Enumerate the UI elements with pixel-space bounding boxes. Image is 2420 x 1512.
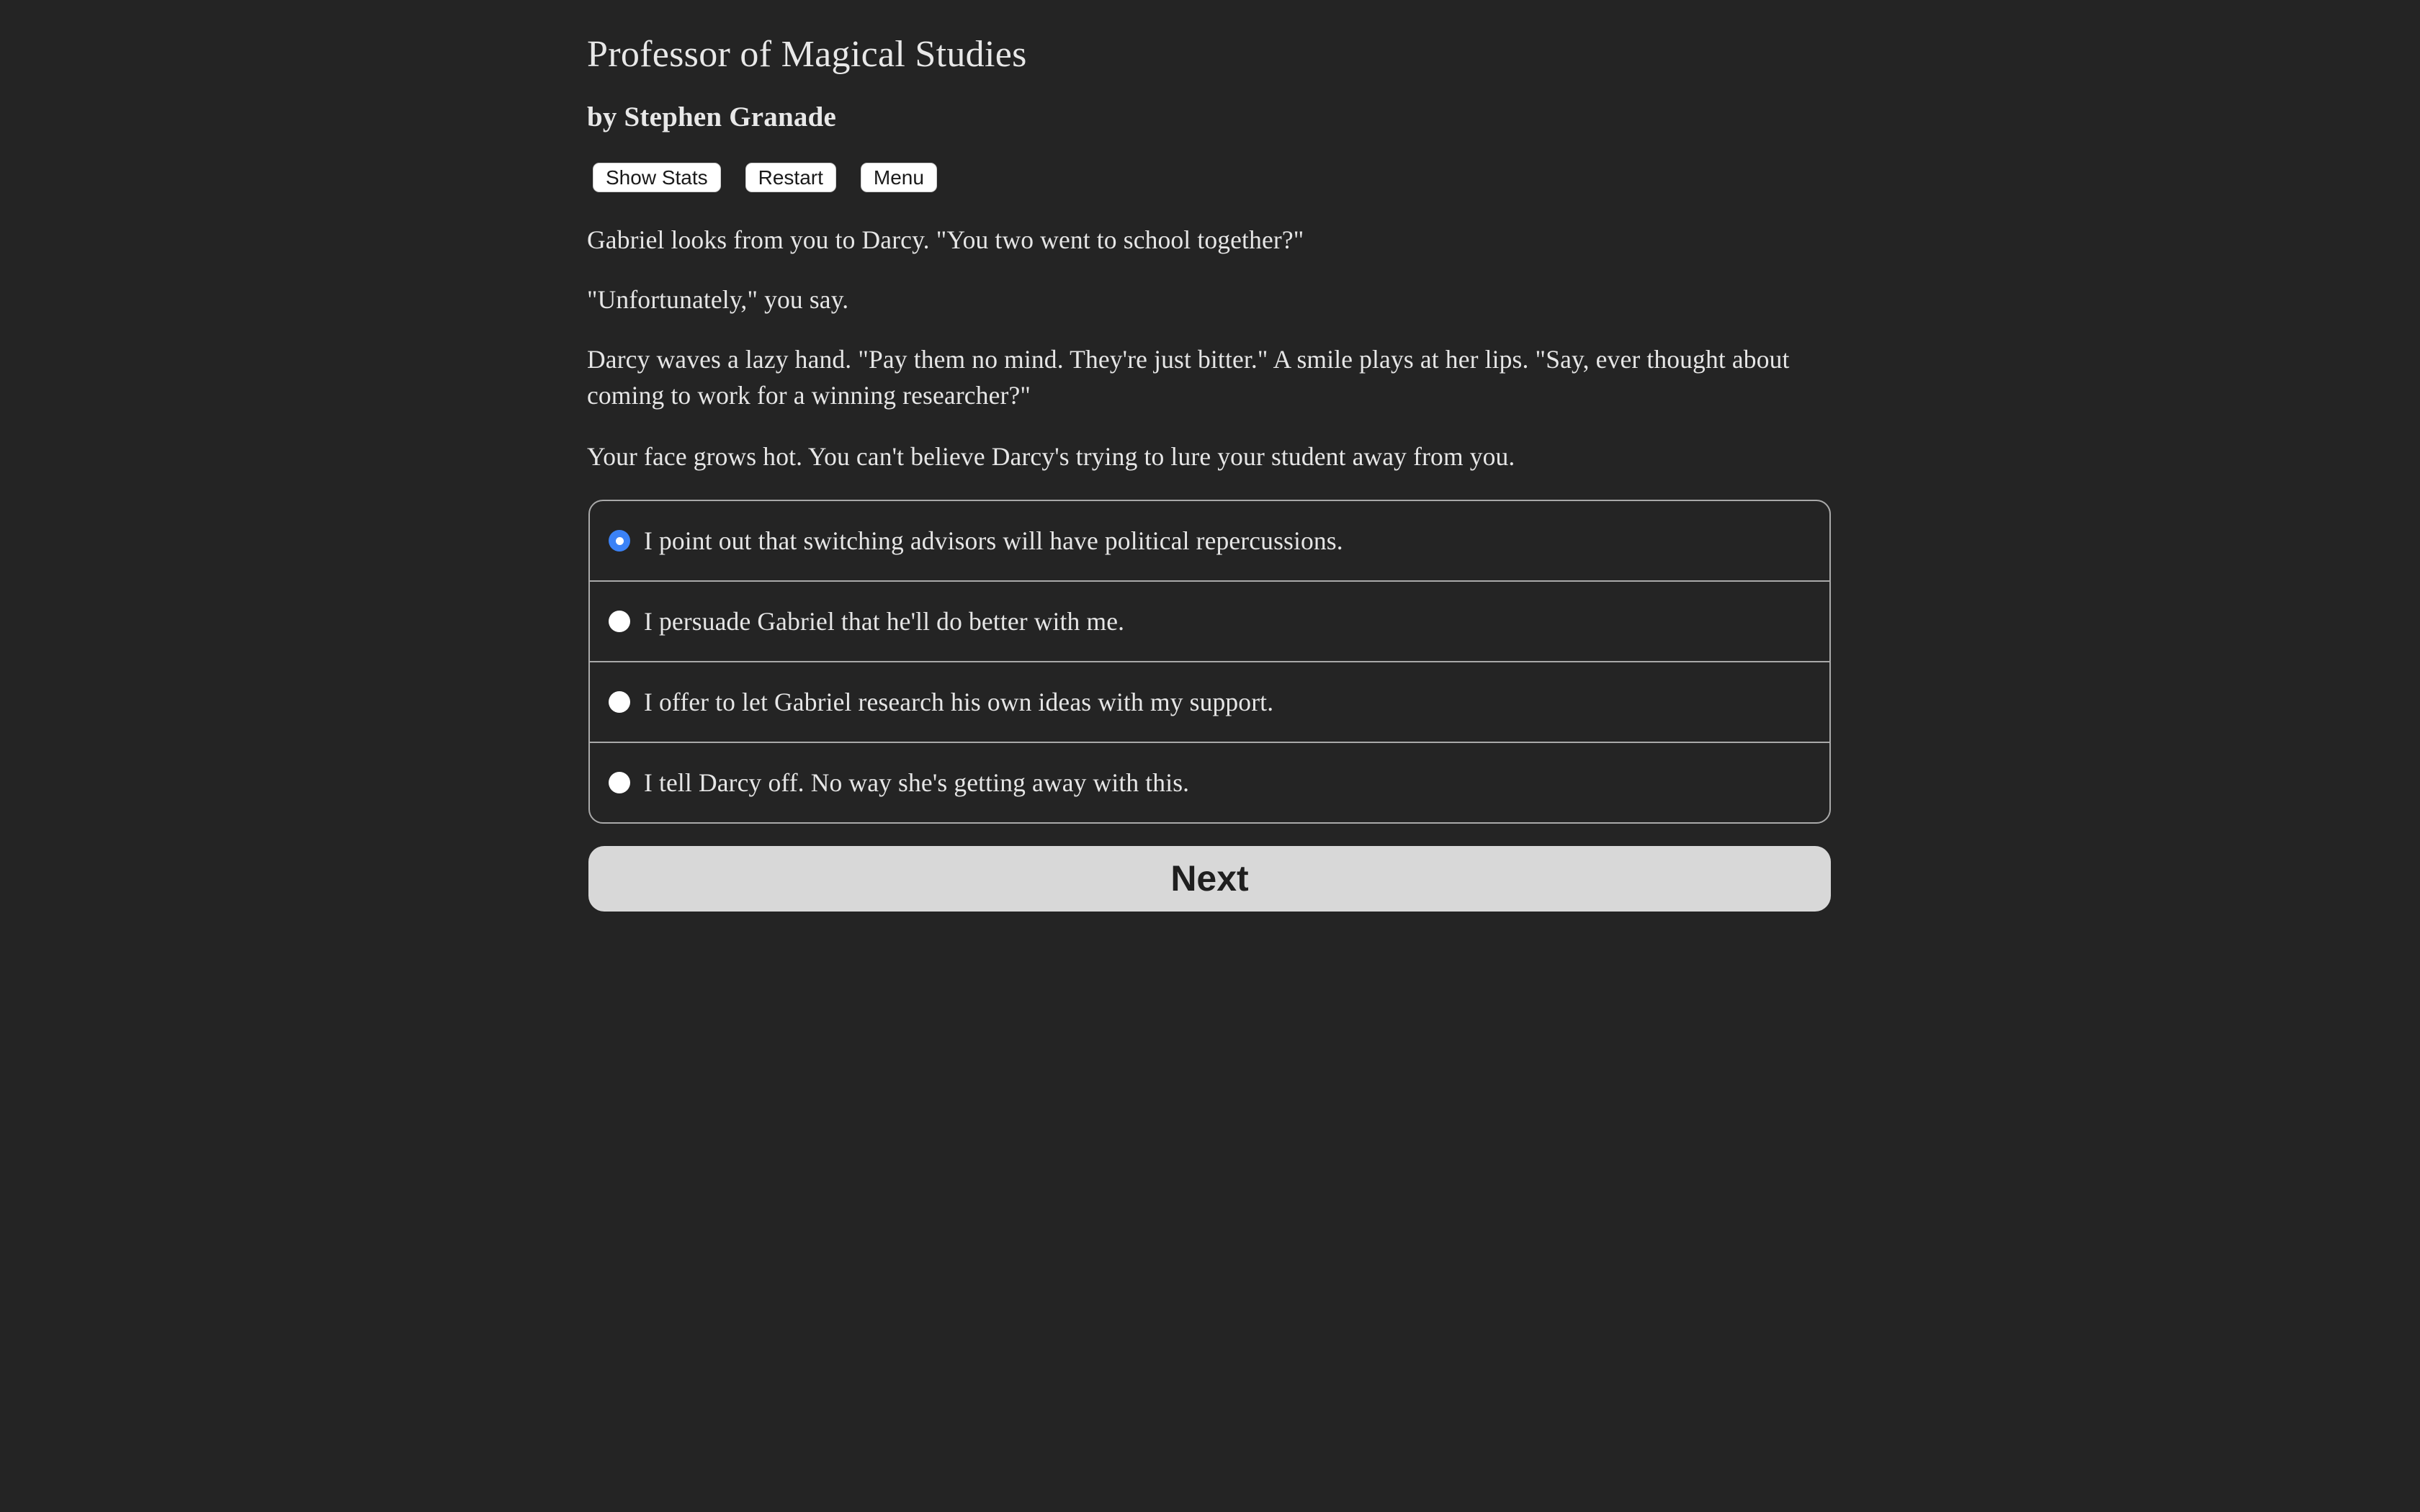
choice-option-0[interactable] bbox=[590, 501, 1829, 582]
story-paragraph: Gabriel looks from you to Darcy. "You two went to school together?" bbox=[587, 225, 1304, 254]
story-paragraph: "Unfortunately," you say. bbox=[587, 285, 849, 314]
choice-label: I point out that switching advisors will have political repercussions. bbox=[644, 526, 1343, 555]
choice-label: I persuade Gabriel that he'll do better with me. bbox=[644, 607, 1125, 636]
choice-list bbox=[588, 500, 1831, 824]
choice-label: I tell Darcy off. No way she's getting away with this. bbox=[644, 768, 1190, 797]
radio-unselected-icon[interactable] bbox=[609, 772, 630, 793]
show-stats-button[interactable]: Show Stats bbox=[593, 163, 721, 192]
choice-option-2[interactable] bbox=[590, 662, 1829, 743]
menu-button[interactable]: Menu bbox=[861, 163, 937, 192]
story-paragraph: Your face grows hot. You can't believe Darcy's trying to lure your student away from you. bbox=[587, 442, 1515, 471]
author-byline: by Stephen Granade bbox=[587, 102, 836, 132]
game-title: Professor of Magical Studies bbox=[587, 34, 1027, 75]
restart-button[interactable]: Restart bbox=[745, 163, 836, 192]
choice-option-3[interactable] bbox=[590, 743, 1829, 822]
radio-selected-icon[interactable] bbox=[609, 530, 630, 552]
choice-option-1[interactable] bbox=[590, 582, 1829, 662]
next-button[interactable]: Next bbox=[588, 846, 1831, 912]
radio-unselected-icon[interactable] bbox=[609, 611, 630, 632]
toolbar bbox=[593, 163, 937, 192]
story-paragraph: Darcy waves a lazy hand. "Pay them no mind. They're just bitter." A smile plays at her lips. "Say, ever thought about coming to work for a winning researcher?" bbox=[587, 345, 1790, 410]
radio-unselected-icon[interactable] bbox=[609, 691, 630, 713]
choice-label: I offer to let Gabriel research his own ideas with my support. bbox=[644, 688, 1274, 716]
